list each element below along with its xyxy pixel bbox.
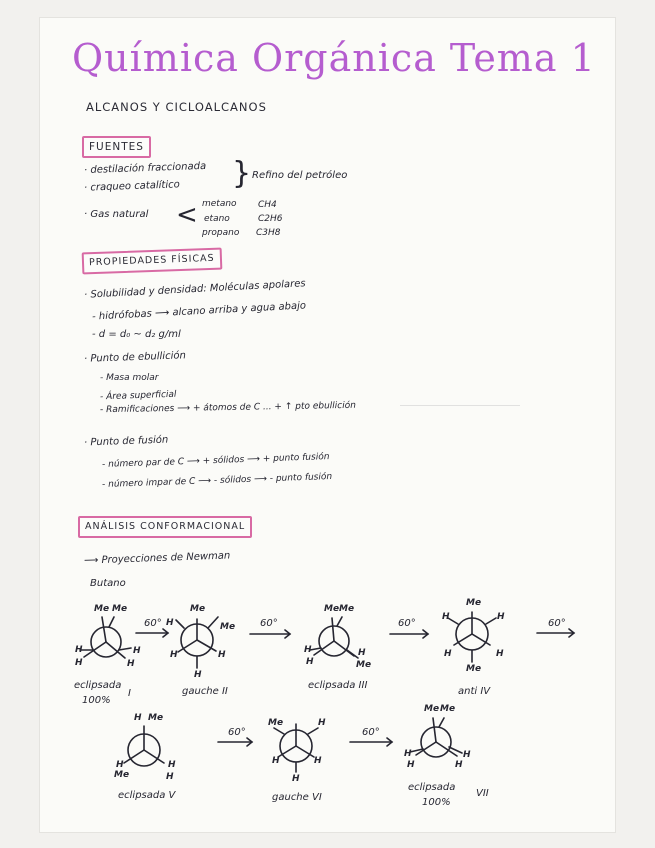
atom-me: Me (356, 660, 372, 670)
fus-item-impar: - número impar de C ⟶ - sólidos ⟶ - punto fusión (101, 471, 333, 491)
atom-h: H (358, 648, 366, 658)
densidad-text: - d = d₀ ~ d₂ g/ml (92, 329, 181, 340)
atom-h: H (442, 612, 450, 622)
atom-h: H (318, 718, 326, 728)
angle-label-1: 60° (144, 618, 162, 629)
gas-metano-name: metano (202, 199, 237, 209)
atom-me: Me (339, 604, 355, 614)
atom-h: H (127, 659, 135, 669)
atom-h: H (166, 772, 174, 782)
atom-me: Me (440, 704, 456, 714)
atom-me: Me (324, 604, 340, 614)
atom-me: Me (94, 604, 110, 614)
brace-icon: } (232, 156, 252, 191)
angle-label-4: 60° (548, 618, 566, 629)
newman-VI-gauche (274, 724, 318, 772)
ebullicion-text: · Punto de ebullición (83, 350, 187, 365)
fusion-text: · Punto de fusión (83, 434, 169, 449)
atom-h: H (463, 750, 471, 760)
atom-h: H (218, 650, 226, 660)
atom-h: H (404, 749, 412, 759)
refino-label: Refino del petróleo (252, 170, 348, 181)
atom-me: Me (148, 713, 164, 723)
page-subtitle: ALCANOS Y CICLOALCANOS (86, 100, 267, 114)
angle-label-6: 60° (362, 727, 380, 738)
atom-me: Me (190, 604, 206, 614)
newman-IV-anti (448, 612, 496, 662)
label-I-num: I (128, 688, 131, 699)
fus-item-par: - número par de C ⟶ + sólidos ⟶ + punto fusión (101, 452, 330, 470)
label-II: gauche II (182, 686, 228, 697)
gas-etano-formula: C2H6 (258, 214, 283, 224)
label-VII-name: eclipsada (408, 782, 456, 793)
label-V: eclipsada V (118, 790, 176, 801)
gas-propano-name: propano (202, 228, 240, 238)
less-than-arrow-icon: < (176, 200, 198, 230)
newman-VII-eclipsada (410, 718, 462, 757)
page-title: Química Orgánica Tema 1 (72, 36, 596, 80)
newman-V-eclipsada (124, 726, 164, 766)
angle-label-2: 60° (260, 618, 278, 629)
label-IV: anti IV (458, 686, 491, 697)
angle-label-5: 60° (228, 727, 246, 738)
atom-h: H (407, 760, 415, 770)
label-III: eclipsada III (308, 680, 368, 691)
atom-h: H (194, 670, 202, 680)
eb-item-masa: - Masa molar (100, 373, 159, 383)
newman-I-eclipsada (80, 617, 131, 658)
atom-me: Me (114, 770, 130, 780)
atom-h: H (444, 649, 452, 659)
atom-h: H (496, 649, 504, 659)
butano-label: Butano (90, 578, 126, 589)
eb-item-area: - Área superficial (99, 389, 177, 403)
hidrofobas-text: - hidrófobas ⟶ alcano arriba y agua abajo (91, 300, 307, 323)
atom-h: H (497, 612, 505, 622)
atom-h: H (75, 645, 83, 655)
atom-me: Me (220, 622, 236, 632)
atom-h: H (304, 645, 312, 655)
atom-h: H (168, 760, 176, 770)
label-I-pct: 100% (82, 695, 111, 706)
atom-me: Me (466, 664, 482, 674)
atom-h: H (306, 657, 314, 667)
fuentes-item-craqueo: · craqueo catalítico (83, 179, 180, 194)
gas-propano-formula: C3H8 (256, 228, 281, 238)
label-VII-num: VII (476, 788, 489, 799)
newman-text: ⟶ Proyecciones de Newman (83, 550, 231, 567)
atom-me: Me (424, 704, 440, 714)
atom-me: Me (466, 598, 482, 608)
label-I: eclipsada (74, 680, 122, 691)
atom-h: H (116, 760, 124, 770)
gas-natural-label: · Gas natural (84, 209, 149, 220)
angle-label-3: 60° (398, 618, 416, 629)
atom-h: H (166, 618, 174, 628)
eb-item-ramificaciones: - Ramificaciones ⟶ + átomos de C ... + ↑ pto ebullición (99, 400, 357, 416)
atom-h: H (314, 756, 322, 766)
newman-II-gauche (176, 617, 218, 668)
label-VII-pct: 100% (422, 797, 451, 808)
atom-h: H (170, 650, 178, 660)
atom-me: Me (268, 718, 284, 728)
solubilidad-text: · Solubilidad y densidad: Moléculas apolares (83, 278, 306, 301)
fuentes-heading: FUENTES (82, 136, 151, 158)
atom-h: H (75, 658, 83, 668)
conformacional-heading: ANÁLISIS CONFORMACIONAL (78, 516, 252, 538)
newman-III-eclipsada (310, 617, 358, 658)
atom-h: H (133, 646, 141, 656)
atom-h: H (455, 760, 463, 770)
atom-h: H (272, 756, 280, 766)
atom-h: H (292, 774, 300, 784)
atom-me: Me (112, 604, 128, 614)
label-VI: gauche VI (272, 792, 322, 803)
atom-h: H (134, 713, 142, 723)
propiedades-heading: PROPIEDADES FÍSICAS (82, 248, 222, 275)
fuentes-item-destilacion: · destilación fraccionada (83, 160, 207, 177)
gas-metano-formula: CH4 (258, 200, 277, 210)
gas-etano-name: etano (204, 214, 230, 224)
